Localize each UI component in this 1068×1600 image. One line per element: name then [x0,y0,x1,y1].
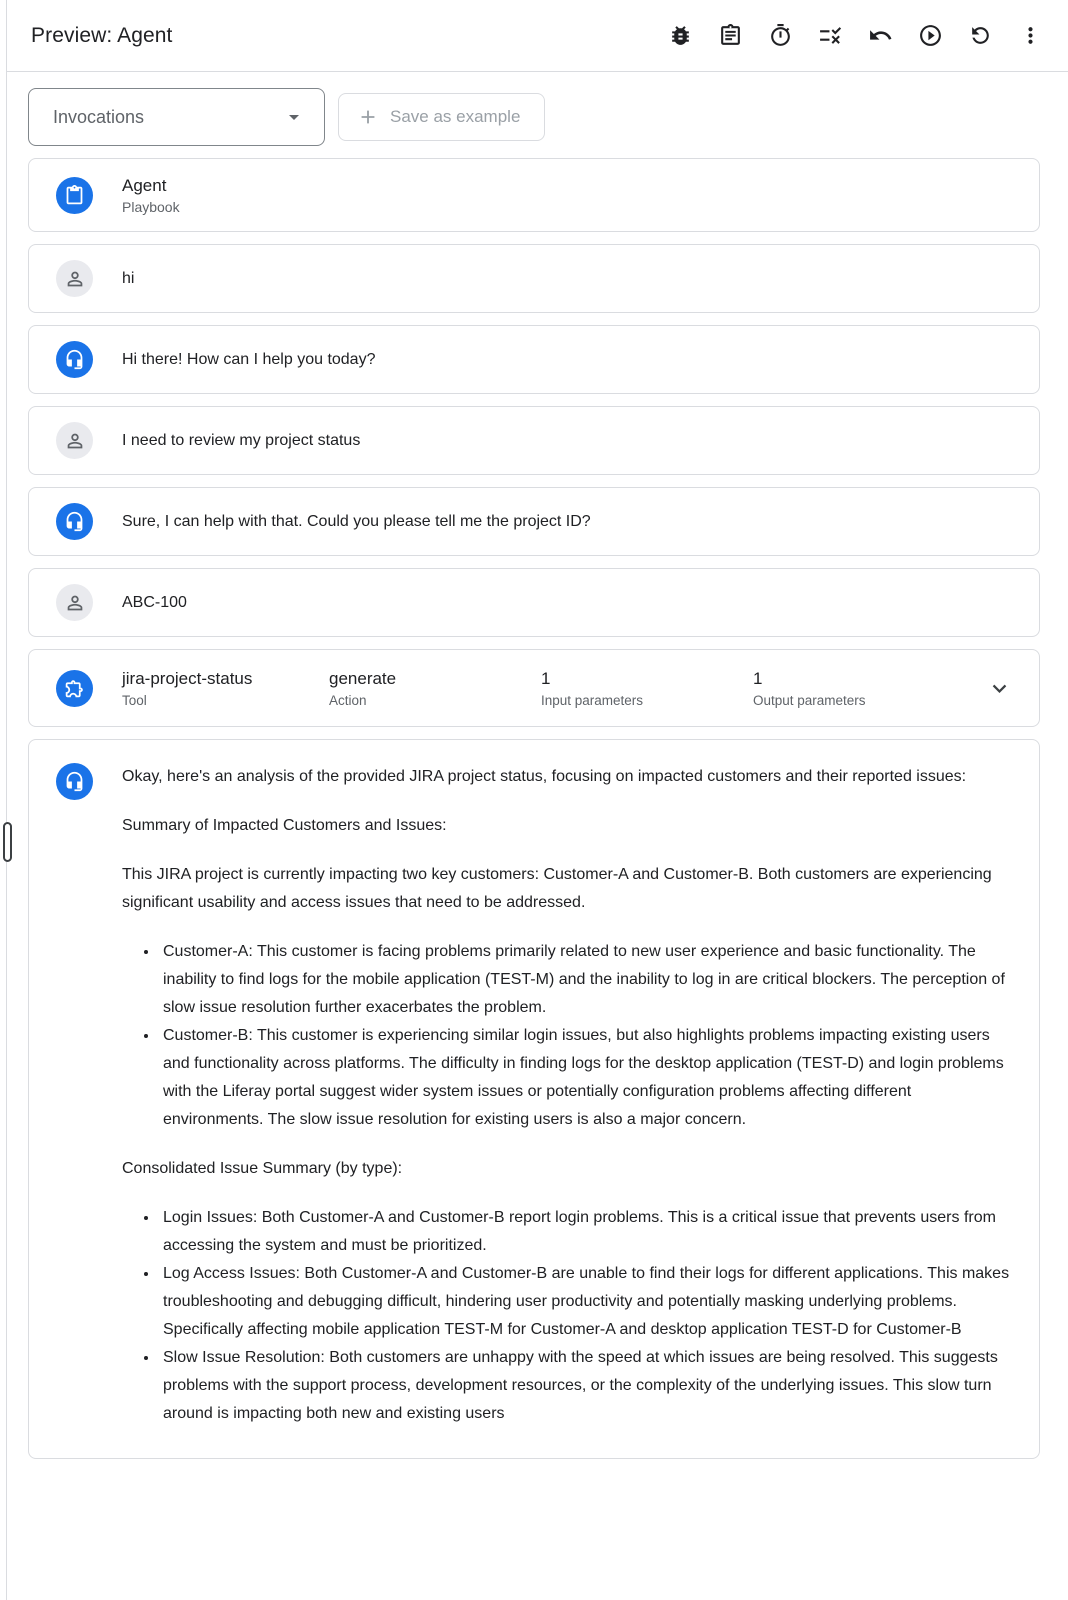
panel-left-border [6,0,7,1600]
message-text: Hi there! How can I help you today? [122,350,376,368]
tool-output-label: Output parameters [753,692,866,708]
tool-action-name: generate [329,668,397,688]
panel-resize-handle[interactable] [3,822,12,862]
response-paragraph: Summary of Impacted Customers and Issues: [122,817,447,834]
task-list-icon[interactable] [713,18,748,53]
tool-extension-icon [56,670,93,707]
refresh-icon[interactable] [963,18,998,53]
response-bullet-list [122,1204,1014,1428]
playbook-icon [56,177,93,214]
rule-icon[interactable] [813,18,848,53]
tool-input-label: Input parameters [541,692,644,708]
agent-message-card [28,325,1040,394]
response-paragraph: Okay, here's an analysis of the provided JIRA project status, focusing on impacted customers and their reported issues: [122,768,967,785]
response-bullet-list [122,938,1014,1134]
tool-output-count: 1 [753,668,763,688]
response-bullet-item: • Slow Issue Resolution: Both customers are unhappy with the speed at which issues are being resolved. This suggests problems with the support process, development resources, or the complexity of the underlying issues. This slow turn around is impacting both new and existing users [159,1344,1014,1428]
invocations-select-label: Invocations [53,106,145,127]
headset-icon [56,763,93,800]
agent-card-subtitle: Playbook [122,198,180,215]
dropdown-arrow-icon [282,105,306,129]
message-text: hi [122,269,135,287]
page-title: Preview: Agent [31,23,173,47]
response-paragraph: This JIRA project is currently impacting two key customers: Customer-A and Customer-B. Both customers are experiencing significant usability and access issues that need to be addressed. [122,866,992,911]
response-bullet-item: • Customer-A: This customer is facing problems primarily related to new user experience and basic functionality. The inability to find logs for the mobile application (TEST-M) and the inability to log in are critical blockers. The perception of slow issue resolution further exacerbates the problem. [159,938,1014,1022]
user-avatar [56,422,93,459]
message-text: I need to review my project status [122,431,361,449]
preview-toolbar [7,72,1068,146]
undo-icon[interactable] [863,18,898,53]
headset-icon [56,503,93,540]
tool-input-count: 1 [541,668,551,688]
agent-card-title: Agent [122,175,167,195]
save-as-example-label: Save as example [390,107,521,126]
response-bullet-item: • Login Issues: Both Customer-A and Customer-B report login problems. This is a critical issue that prevents users from accessing the system and must be prioritized. [159,1204,1014,1260]
play-circle-icon[interactable] [913,18,948,53]
message-text: ABC-100 [122,593,187,611]
user-message-card [28,244,1040,313]
user-message-card [28,406,1040,475]
agent-message-card [28,487,1040,556]
tool-label: Tool [122,692,147,708]
headset-icon [56,341,93,378]
plus-icon [357,106,379,128]
response-paragraph: Consolidated Issue Summary (by type): [122,1160,403,1177]
header-icon-toolbar [663,18,1048,53]
timer-icon[interactable] [763,18,798,53]
save-as-example-button[interactable] [338,93,545,141]
response-bullet-item: • Customer-B: This customer is experiencing similar login issues, but also highlights problems impacting existing users and functionality across platforms. The difficulty in finding logs for the desktop application (TEST-D) and login problems with the Liferay portal suggest wider system issues or potentially configuration problems affecting different environments. The slow issue resolution for existing users is also a major concern. [159,1022,1014,1134]
tool-name: jira-project-status [122,668,253,688]
user-message-card [28,568,1040,637]
chevron-down-icon[interactable] [983,672,1015,704]
agent-response-card [28,739,1040,1459]
tool-invocation-card[interactable] [28,649,1040,727]
agent-response-text [122,763,1014,1428]
invocations-select[interactable] [28,88,325,146]
message-text: Sure, I can help with that. Could you please tell me the project ID? [122,512,591,530]
bug-report-icon[interactable] [663,18,698,53]
user-avatar [56,584,93,621]
preview-header [7,0,1068,72]
tool-action-label: Action [329,692,367,708]
conversation-list [7,146,1068,1459]
agent-playbook-card [28,158,1040,232]
user-avatar [56,260,93,297]
response-bullet-item: • Log Access Issues: Both Customer-A and Customer-B are unable to find their logs for different applications. This makes troubleshooting and debugging difficult, hindering user productivity and potentially masking underlying problems. Specifically affecting mobile application TEST-M for Customer-A and desktop application TEST-D for Customer-B [159,1260,1014,1344]
more-vert-icon[interactable] [1013,18,1048,53]
